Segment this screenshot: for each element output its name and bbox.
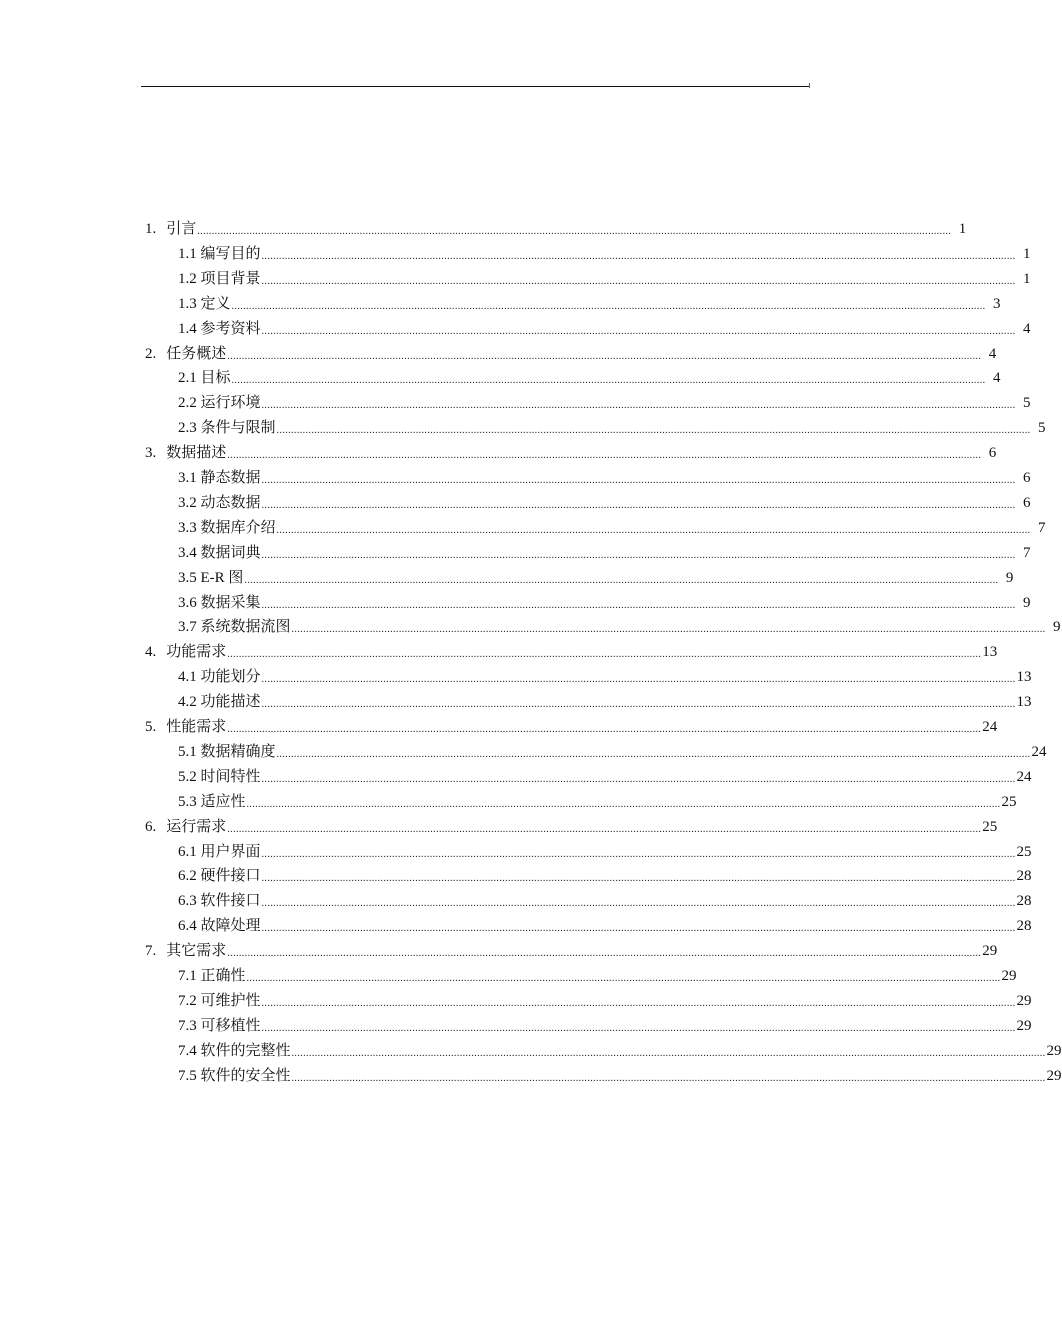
toc-entry-label	[178, 692, 261, 712]
toc-dot-leader: ....................................................................................................................................................................................................................................................................	[261, 923, 1016, 934]
toc-page-number: 6	[988, 445, 997, 461]
toc-dot-leader: ....................................................................................................................................................................................................................................................................	[227, 450, 982, 461]
toc-dot-leader: ....................................................................................................................................................................................................................................................................	[227, 351, 982, 362]
toc-entry-number: 5.	[145, 719, 157, 735]
toc-section-entry[interactable]	[178, 391, 1031, 413]
toc-section-entry[interactable]	[178, 864, 1032, 886]
toc-entry-label	[178, 667, 261, 687]
toc-dot-leader: ....................................................................................................................................................................................................................................................................	[231, 301, 986, 312]
toc-chapter-entry[interactable]	[145, 715, 998, 737]
toc-entry-label	[178, 991, 261, 1011]
toc-entry-number: 6.2	[178, 868, 197, 884]
toc-dot-leader: ....................................................................................................................................................................................................................................................................	[261, 774, 1016, 785]
toc-dot-leader: ....................................................................................................................................................................................................................................................................	[246, 973, 1001, 984]
toc-section-entry[interactable]	[178, 665, 1032, 687]
toc-entry-number: 2.	[145, 346, 157, 362]
toc-page-number: 25	[1001, 794, 1017, 810]
toc-chapter-entry[interactable]	[145, 640, 998, 662]
toc-entry-title: 任务概述	[166, 346, 227, 362]
toc-entry-title: 正确性	[200, 968, 246, 984]
toc-dot-leader: ....................................................................................................................................................................................................................................................................	[291, 1048, 1046, 1059]
toc-entry-label	[178, 319, 261, 339]
toc-entry-number: 3.5	[178, 570, 197, 586]
toc-section-entry[interactable]	[178, 491, 1031, 513]
toc-dot-leader: ....................................................................................................................................................................................................................................................................	[227, 724, 982, 735]
toc-entry-title: 条件与限制	[200, 420, 276, 436]
toc-entry-title: 其它需求	[166, 943, 227, 959]
toc-page-number: 29	[1046, 1068, 1062, 1084]
toc-entry-title: E-R 图	[200, 570, 244, 586]
toc-entry-title: 数据描述	[166, 445, 227, 461]
toc-page-number: 13	[1016, 694, 1032, 710]
toc-dot-leader: ....................................................................................................................................................................................................................................................................	[261, 998, 1016, 1009]
toc-section-entry[interactable]	[178, 740, 1047, 762]
toc-section-entry[interactable]	[178, 964, 1017, 986]
toc-entry-title: 软件的安全性	[200, 1068, 291, 1084]
toc-page-number: 24	[982, 719, 998, 735]
toc-entry-label	[178, 842, 261, 862]
toc-section-entry[interactable]	[178, 466, 1031, 488]
toc-page-number: 7	[1038, 520, 1046, 536]
toc-dot-leader: ....................................................................................................................................................................................................................................................................	[246, 799, 1001, 810]
toc-entry-title: 软件的完整性	[200, 1043, 291, 1059]
toc-entry-label	[178, 518, 276, 538]
toc-page-number: 1	[958, 221, 967, 237]
toc-entry-label	[178, 891, 261, 911]
toc-entry-number: 3.4	[178, 545, 197, 561]
toc-dot-leader: ....................................................................................................................................................................................................................................................................	[244, 575, 999, 586]
toc-entry-number: 6.4	[178, 918, 197, 934]
toc-entry-label	[145, 642, 226, 662]
toc-entry-label	[145, 344, 226, 364]
toc-entry-label	[178, 393, 261, 413]
toc-dot-leader: ....................................................................................................................................................................................................................................................................	[261, 898, 1016, 909]
toc-entry-label	[178, 593, 261, 613]
toc-section-entry[interactable]	[178, 317, 1031, 339]
toc-section-entry[interactable]	[178, 790, 1017, 812]
toc-entry-title: 可移植性	[200, 1018, 261, 1034]
toc-chapter-entry[interactable]	[145, 217, 967, 239]
toc-entry-title: 数据词典	[200, 545, 261, 561]
toc-entry-title: 静态数据	[200, 470, 261, 486]
toc-section-entry[interactable]	[178, 242, 1031, 264]
toc-entry-label	[178, 568, 243, 588]
toc-entry-number: 3.1	[178, 470, 197, 486]
toc-section-entry[interactable]	[178, 989, 1032, 1011]
toc-section-entry[interactable]	[178, 591, 1031, 613]
toc-entry-title: 时间特性	[200, 769, 261, 785]
toc-dot-leader: ....................................................................................................................................................................................................................................................................	[231, 375, 986, 386]
toc-entry-title: 可维护性	[200, 993, 261, 1009]
toc-entry-number: 4.2	[178, 694, 197, 710]
toc-dot-leader: ....................................................................................................................................................................................................................................................................	[276, 525, 1031, 536]
toc-dot-leader: ....................................................................................................................................................................................................................................................................	[261, 475, 1016, 486]
toc-entry-number: 1.3	[178, 296, 197, 312]
toc-dot-leader: ....................................................................................................................................................................................................................................................................	[197, 226, 952, 237]
toc-entry-number: 1.2	[178, 271, 197, 287]
toc-entry-title: 功能需求	[166, 644, 227, 660]
toc-entry-title: 目标	[200, 370, 231, 386]
toc-entry-number: 6.3	[178, 893, 197, 909]
toc-entry-title: 用户界面	[200, 844, 261, 860]
toc-entry-number: 6.	[145, 819, 157, 835]
toc-entry-label	[178, 269, 261, 289]
toc-dot-leader: ....................................................................................................................................................................................................................................................................	[261, 600, 1016, 611]
toc-dot-leader: ....................................................................................................................................................................................................................................................................	[227, 824, 982, 835]
toc-entry-label	[178, 966, 246, 986]
toc-entry-title: 适应性	[200, 794, 246, 810]
toc-section-entry[interactable]	[178, 690, 1032, 712]
toc-entry-title: 数据库介绍	[200, 520, 276, 536]
toc-dot-leader: ....................................................................................................................................................................................................................................................................	[261, 400, 1016, 411]
toc-entry-title: 运行环境	[200, 395, 261, 411]
toc-entry-label	[178, 742, 276, 762]
toc-dot-leader: ....................................................................................................................................................................................................................................................................	[261, 849, 1016, 860]
toc-entry-title: 硬件接口	[200, 868, 261, 884]
toc-dot-leader: ....................................................................................................................................................................................................................................................................	[261, 550, 1016, 561]
toc-entry-title: 动态数据	[200, 495, 261, 511]
toc-entry-title: 引言	[166, 221, 197, 237]
toc-entry-label	[178, 1041, 291, 1061]
toc-entry-label	[178, 1016, 261, 1036]
toc-page-number: 29	[1046, 1043, 1062, 1059]
toc-page-number: 28	[1016, 893, 1032, 909]
toc-dot-leader: ....................................................................................................................................................................................................................................................................	[261, 500, 1016, 511]
toc-page-number: 5	[1038, 420, 1046, 436]
toc-entry-number: 2.1	[178, 370, 197, 386]
toc-dot-leader: ....................................................................................................................................................................................................................................................................	[276, 749, 1031, 760]
toc-entry-title: 项目背景	[200, 271, 261, 287]
toc-page-number: 4	[988, 346, 997, 362]
toc-dot-leader: ....................................................................................................................................................................................................................................................................	[291, 1073, 1046, 1084]
toc-page-number: 29	[982, 943, 998, 959]
toc-entry-number: 7.4	[178, 1043, 197, 1059]
toc-section-entry[interactable]	[178, 292, 1001, 314]
toc-entry-number: 3.7	[178, 619, 197, 635]
toc-entry-label	[178, 493, 261, 513]
toc-page-number: 24	[1016, 769, 1032, 785]
toc-section-entry[interactable]	[178, 566, 1014, 588]
toc-entry-number: 4.	[145, 644, 157, 660]
toc-entry-number: 5.1	[178, 744, 197, 760]
toc-entry-label	[178, 294, 231, 314]
toc-dot-leader: ....................................................................................................................................................................................................................................................................	[261, 674, 1016, 685]
toc-page-number: 13	[982, 644, 998, 660]
toc-entry-number: 5.3	[178, 794, 197, 810]
toc-entry-number: 3.6	[178, 595, 197, 611]
toc-page-number: 13	[1016, 669, 1032, 685]
toc-entry-title: 故障处理	[200, 918, 261, 934]
toc-entry-number: 7.2	[178, 993, 197, 1009]
toc-section-entry[interactable]	[178, 366, 1001, 388]
toc-page-number: 28	[1016, 918, 1032, 934]
toc-entry-title: 系统数据流图	[200, 619, 291, 635]
toc-page-number: 25	[1016, 844, 1032, 860]
toc-section-entry[interactable]	[178, 765, 1032, 787]
toc-entry-label	[178, 468, 261, 488]
toc-page-number: 5	[1023, 395, 1031, 411]
toc-entry-title: 参考资料	[200, 321, 261, 337]
toc-chapter-entry[interactable]	[145, 342, 997, 364]
toc-entry-label	[178, 916, 261, 936]
toc-chapter-entry[interactable]	[145, 815, 998, 837]
toc-entry-number: 6.1	[178, 844, 197, 860]
toc-entry-number: 2.3	[178, 420, 197, 436]
toc-entry-label	[145, 443, 226, 463]
toc-entry-label	[178, 866, 261, 886]
toc-entry-label	[178, 792, 246, 812]
toc-chapter-entry[interactable]	[145, 441, 997, 463]
toc-entry-title: 数据采集	[200, 595, 261, 611]
toc-entry-label	[145, 817, 226, 837]
toc-dot-leader: ....................................................................................................................................................................................................................................................................	[261, 326, 1016, 337]
toc-entry-number: 3.2	[178, 495, 197, 511]
toc-page-number: 9	[1023, 595, 1031, 611]
toc-entry-number: 2.2	[178, 395, 197, 411]
toc-page-number: 29	[1001, 968, 1017, 984]
toc-section-entry[interactable]	[178, 615, 1061, 637]
toc-entry-label	[145, 717, 226, 737]
toc-dot-leader: ....................................................................................................................................................................................................................................................................	[261, 699, 1016, 710]
toc-entry-number: 7.	[145, 943, 157, 959]
toc-section-entry[interactable]	[178, 840, 1032, 862]
toc-section-entry[interactable]	[178, 1064, 1062, 1086]
toc-dot-leader: ....................................................................................................................................................................................................................................................................	[291, 624, 1046, 635]
toc-dot-leader: ....................................................................................................................................................................................................................................................................	[276, 425, 1031, 436]
toc-entry-title: 软件接口	[200, 893, 261, 909]
toc-page-number: 6	[1023, 470, 1031, 486]
toc-section-entry[interactable]	[178, 267, 1031, 289]
toc-entry-label	[178, 767, 261, 787]
toc-section-entry[interactable]	[178, 889, 1032, 911]
toc-page-number: 6	[1023, 495, 1031, 511]
toc-page-number: 29	[1016, 1018, 1032, 1034]
toc-chapter-entry[interactable]	[145, 939, 998, 961]
toc-page-number: 9	[1053, 619, 1061, 635]
toc-page-number: 9	[1005, 570, 1014, 586]
toc-section-entry[interactable]	[178, 516, 1046, 538]
toc-section-entry[interactable]	[178, 914, 1032, 936]
toc-page-number: 28	[1016, 868, 1032, 884]
toc-entry-title: 数据精确度	[200, 744, 276, 760]
toc-entry-number: 3.3	[178, 520, 197, 536]
header-rule	[141, 86, 809, 87]
toc-page-number: 24	[1031, 744, 1047, 760]
toc-entry-label	[178, 543, 261, 563]
toc-entry-number: 7.1	[178, 968, 197, 984]
toc-entry-title: 编写目的	[200, 246, 261, 262]
toc-entry-number: 7.5	[178, 1068, 197, 1084]
toc-entry-title: 功能划分	[200, 669, 261, 685]
toc-page-number: 4	[993, 370, 1001, 386]
toc-entry-label	[178, 617, 291, 637]
toc-section-entry[interactable]	[178, 1039, 1062, 1061]
toc-page-number: 3	[993, 296, 1001, 312]
toc-page-number: 1	[1023, 271, 1031, 287]
toc-page-number: 1	[1023, 246, 1031, 262]
toc-entry-number: 1.	[145, 221, 157, 237]
toc-entry-label	[178, 1066, 291, 1086]
toc-page-number: 25	[982, 819, 998, 835]
toc-section-entry[interactable]	[178, 541, 1031, 563]
toc-section-entry[interactable]	[178, 1014, 1032, 1036]
toc-entry-number: 7.3	[178, 1018, 197, 1034]
toc-dot-leader: ....................................................................................................................................................................................................................................................................	[261, 251, 1016, 262]
toc-dot-leader: ....................................................................................................................................................................................................................................................................	[261, 1023, 1016, 1034]
toc-dot-leader: ....................................................................................................................................................................................................................................................................	[261, 873, 1016, 884]
toc-page-number: 29	[1016, 993, 1032, 1009]
toc-entry-title: 定义	[200, 296, 231, 312]
toc-entry-label	[145, 219, 196, 239]
header-rule-end-mark	[809, 83, 810, 88]
toc-page-number: 7	[1023, 545, 1031, 561]
toc-entry-number: 3.	[145, 445, 157, 461]
toc-entry-label	[145, 941, 226, 961]
toc-entry-title: 性能需求	[166, 719, 227, 735]
toc-dot-leader: ....................................................................................................................................................................................................................................................................	[227, 948, 982, 959]
toc-entry-number: 4.1	[178, 669, 197, 685]
toc-dot-leader: ....................................................................................................................................................................................................................................................................	[227, 649, 982, 660]
toc-entry-number: 1.1	[178, 246, 197, 262]
toc-section-entry[interactable]	[178, 416, 1046, 438]
toc-entry-title: 运行需求	[166, 819, 227, 835]
toc-entry-label	[178, 418, 276, 438]
toc-dot-leader: ....................................................................................................................................................................................................................................................................	[261, 276, 1016, 287]
toc-entry-number: 1.4	[178, 321, 197, 337]
toc-entry-title: 功能描述	[200, 694, 261, 710]
toc-entry-label	[178, 368, 231, 388]
toc-page-number: 4	[1023, 321, 1031, 337]
toc-entry-number: 5.2	[178, 769, 197, 785]
toc-entry-label	[178, 244, 261, 264]
